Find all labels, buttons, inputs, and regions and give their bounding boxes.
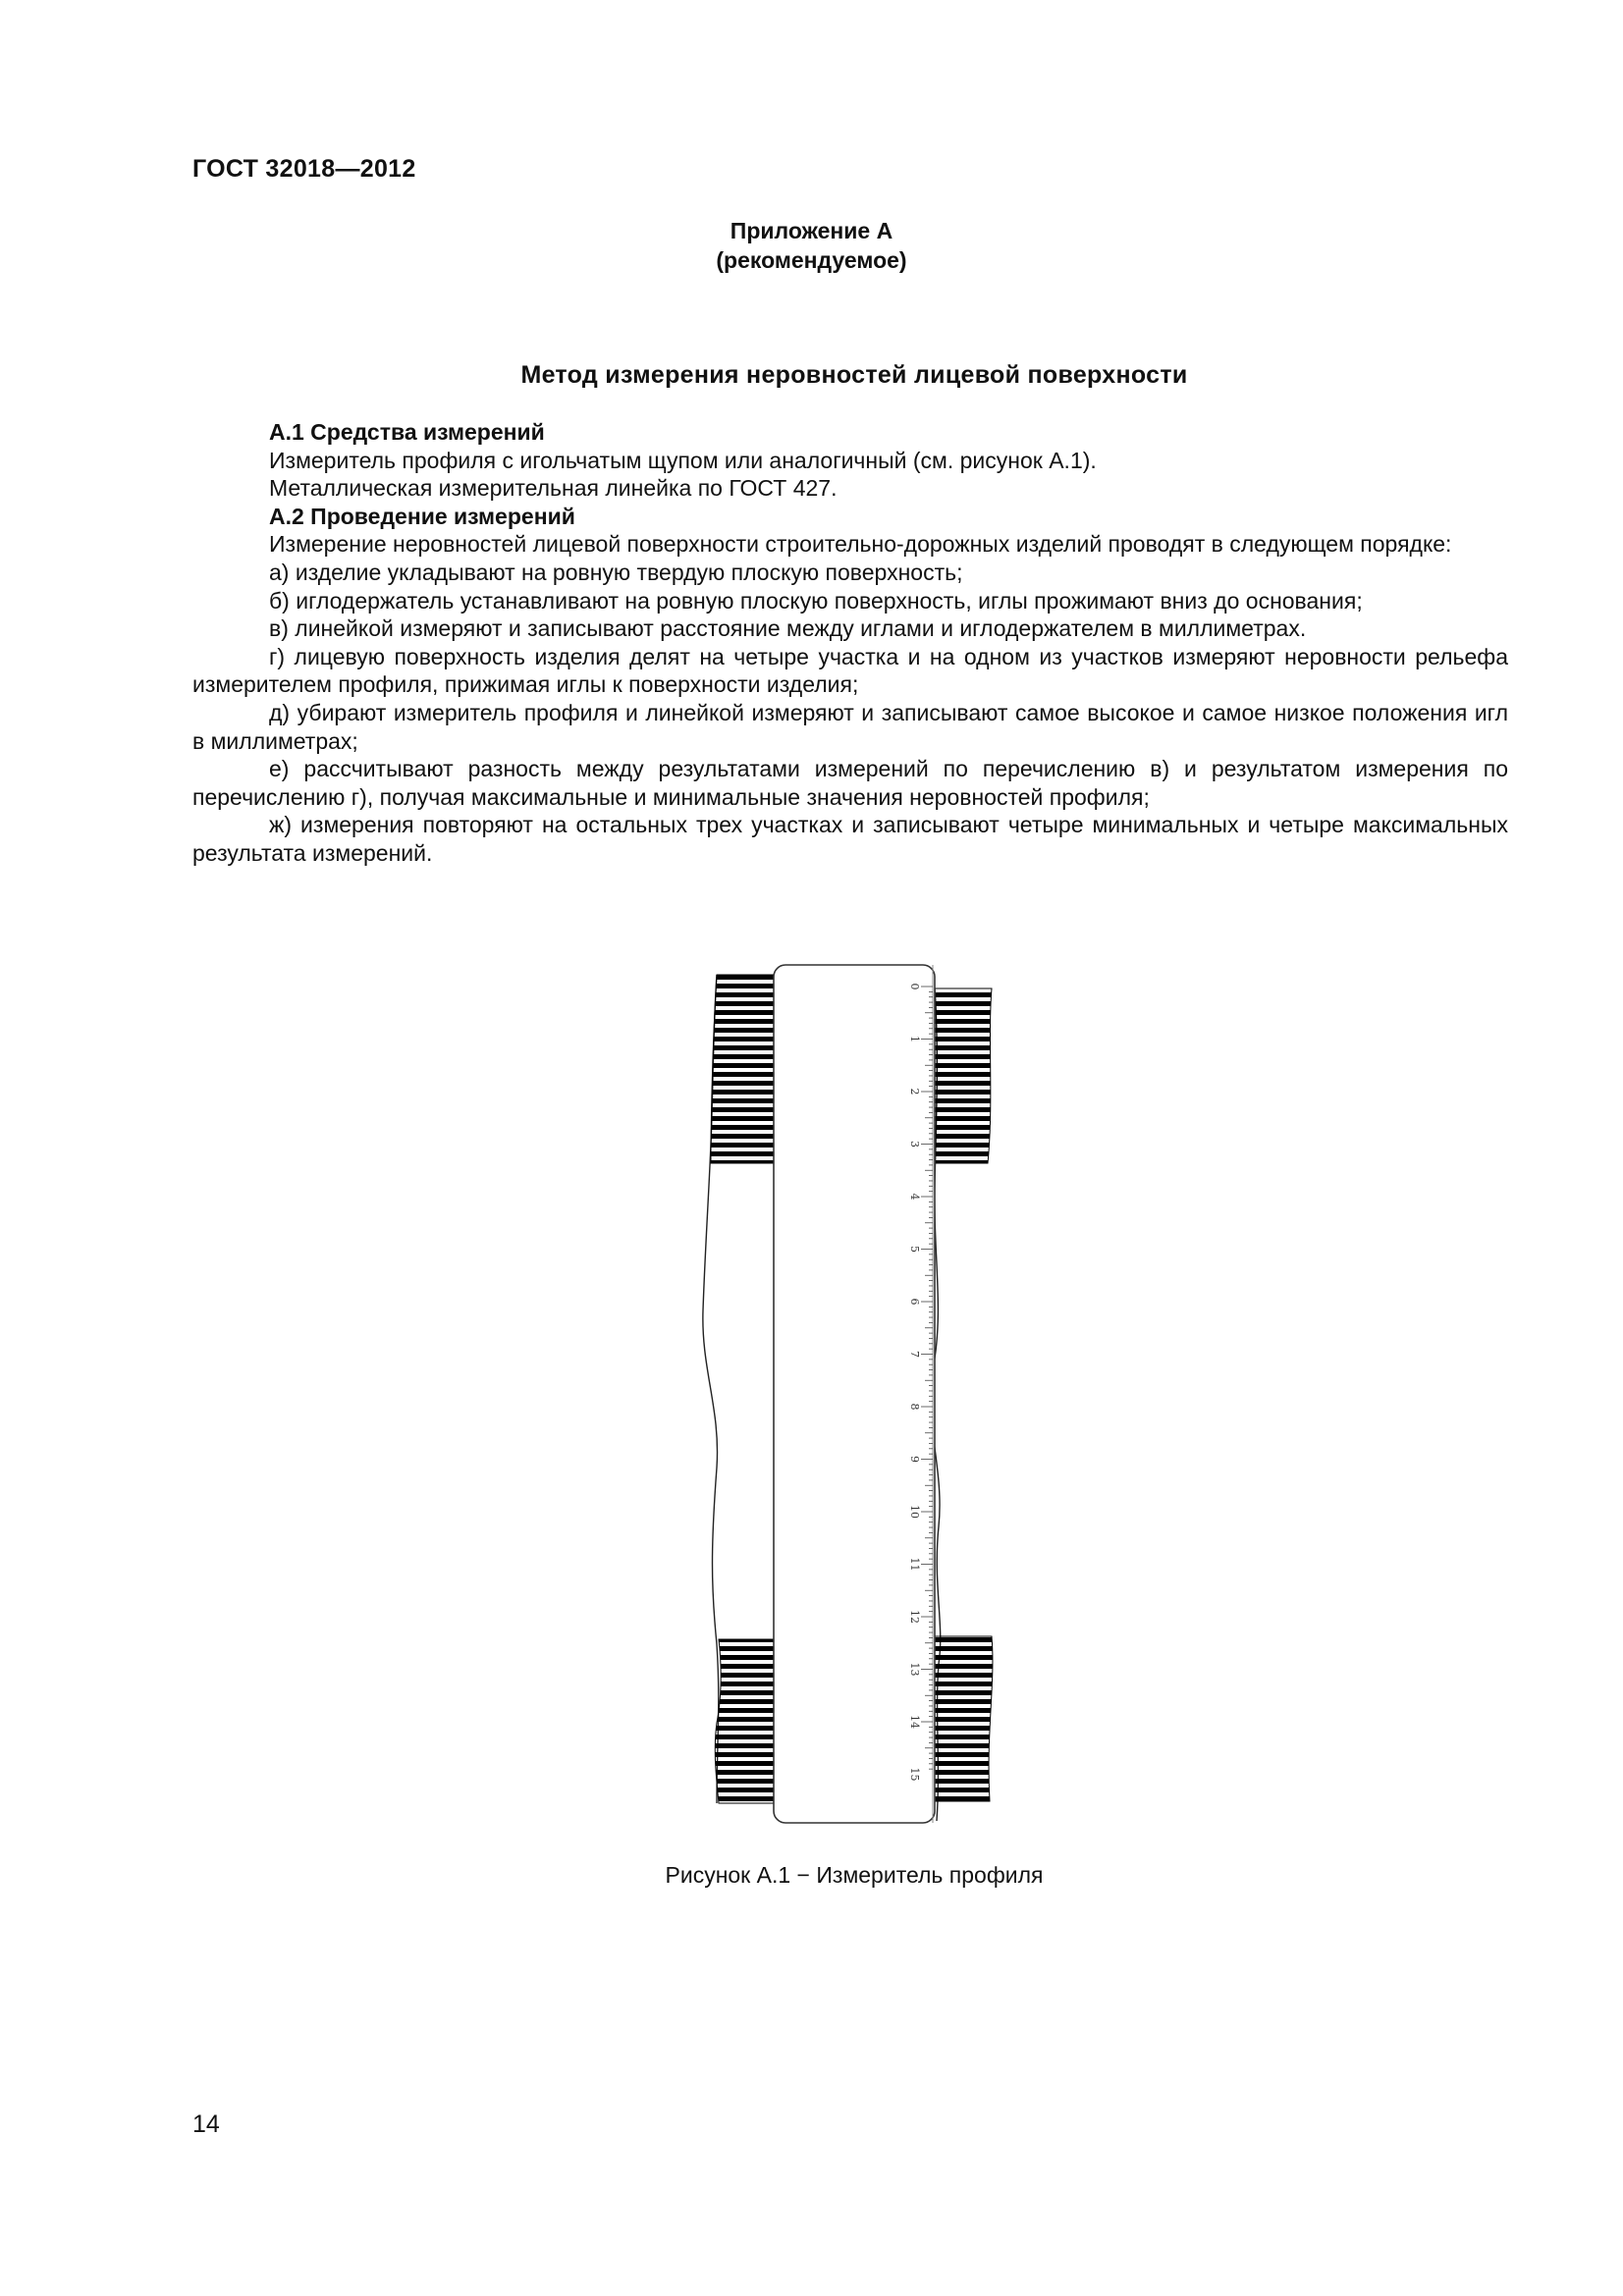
list-item-g: г) лицевую поверхность изделия делят на четыре участка и на одном из участков измеряют неровности рельефа измерителем профиля, прижимая иглы к поверхности изделия; bbox=[192, 643, 1508, 698]
paragraph: Металлическая измерительная линейка по ГОСТ 427. bbox=[269, 475, 838, 502]
standard-header: ГОСТ 32018—2012 bbox=[192, 155, 416, 183]
appendix-status: (рекомендуемое) bbox=[716, 247, 907, 273]
ruler-label: 12 bbox=[908, 1610, 921, 1624]
ruler-label: 8 bbox=[908, 1403, 921, 1411]
ruler-label: 4 bbox=[908, 1193, 921, 1201]
page-number: 14 bbox=[192, 2110, 220, 2138]
ruler-label: 5 bbox=[908, 1246, 921, 1253]
ruler-label: 13 bbox=[908, 1662, 921, 1677]
right-needles-top bbox=[933, 988, 992, 1163]
left-needles-bottom bbox=[715, 1639, 776, 1803]
ruler-label: 14 bbox=[908, 1715, 921, 1729]
ruler-label: 15 bbox=[908, 1767, 921, 1782]
list-item-zh: ж) измерения повторяют на остальных трех участках и записывают четыре минимальных и четыре максимальных результата измерений. bbox=[192, 812, 1508, 866]
list-item-v: в) линейкой измеряют и записывают расстояние между иглами и иглодержателем в миллиметрах. bbox=[269, 615, 1307, 642]
left-needles-top bbox=[711, 975, 776, 1163]
ruler-label: 1 bbox=[908, 1036, 921, 1042]
ruler-label: 11 bbox=[908, 1557, 921, 1572]
paragraph: Измеритель профиля с игольчатым щупом или аналогичный (см. рисунок А.1). bbox=[269, 447, 1097, 473]
list-item-e: е) рассчитывают разность между результатами измерений по перечислению в) и результатом измерения по перечислению г), получая максимальные и минимальные значения неровностей профиля; bbox=[192, 756, 1508, 810]
ruler-label: 2 bbox=[908, 1088, 921, 1095]
ruler-label: 3 bbox=[908, 1141, 921, 1148]
ruler-label: 6 bbox=[908, 1298, 921, 1306]
ruler-label: 10 bbox=[908, 1505, 921, 1519]
appendix-label: Приложение А bbox=[730, 218, 893, 243]
ruler-label: 9 bbox=[908, 1456, 921, 1463]
figure-caption: Рисунок А.1 − Измеритель профиля bbox=[665, 1862, 1044, 1888]
list-item-d: д) убирают измеритель профиля и линейкой измеряют и записывают самое высокое и самое низкое положения игл в миллиметрах; bbox=[192, 699, 1508, 754]
paragraph: Измерение неровностей лицевой поверхности строительно-дорожных изделий проводят в следующем порядке: bbox=[269, 531, 1452, 558]
list-item-a: а) изделие укладывают на ровную твердую плоскую поверхность; bbox=[269, 559, 963, 585]
right-needles-bottom bbox=[933, 1636, 993, 1801]
body-text bbox=[192, 418, 1508, 868]
profile-gauge-figure bbox=[687, 957, 1021, 1836]
ruler-label: 7 bbox=[908, 1351, 921, 1358]
heading-a1: А.1 Средства измерений bbox=[269, 419, 545, 445]
list-item-b: б) иглодержатель устанавливают на ровную плоскую поверхность, иглы прожимают вниз до основания; bbox=[269, 587, 1363, 614]
section-title: Метод измерения неровностей лицевой поверхности bbox=[520, 361, 1188, 389]
heading-a2: А.2 Проведение измерений bbox=[269, 503, 575, 529]
ruler-label: 0 bbox=[908, 983, 921, 990]
